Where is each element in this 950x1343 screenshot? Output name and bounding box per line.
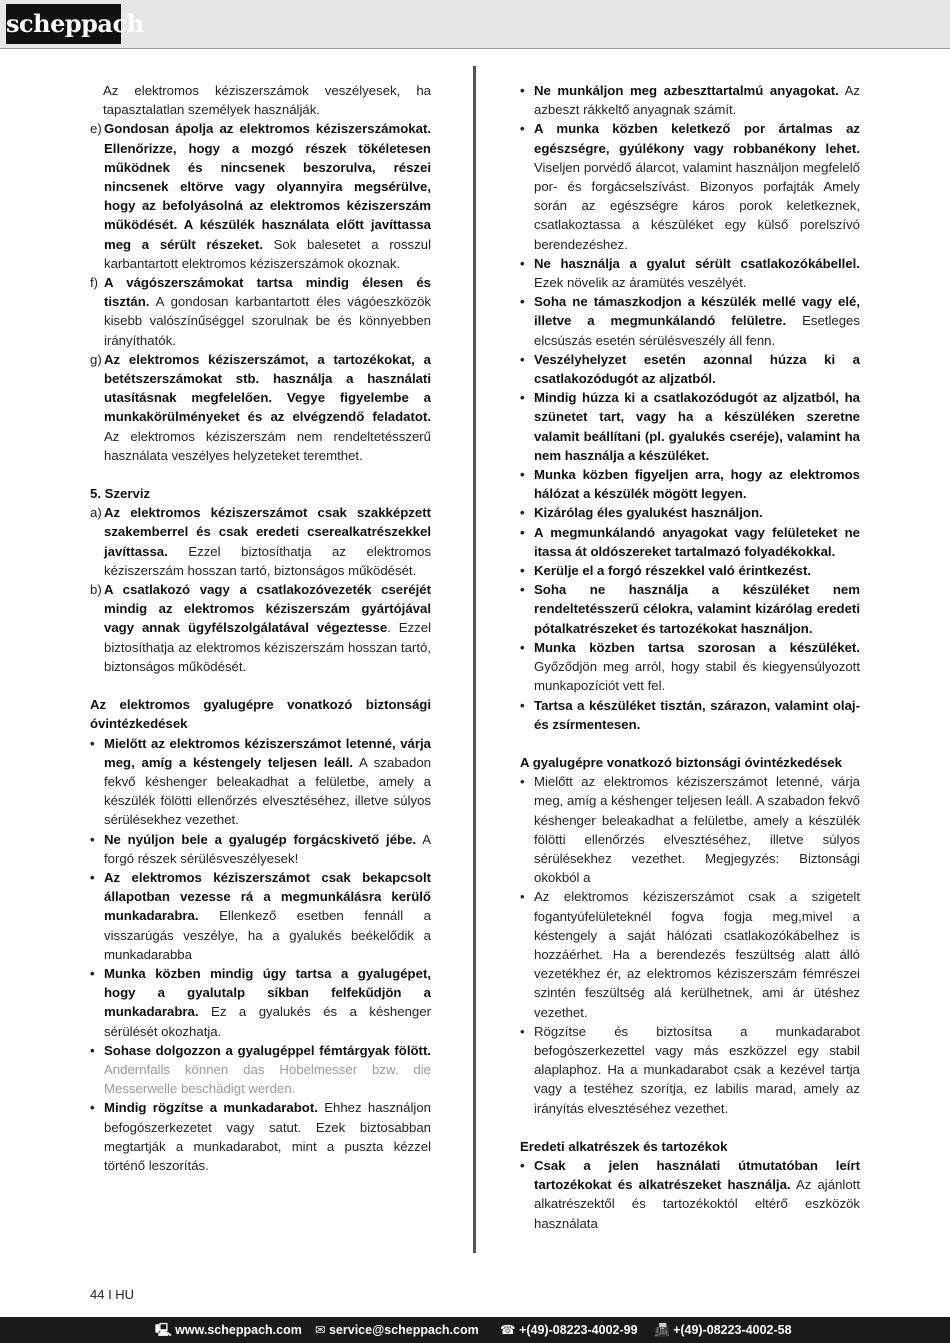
bullet-icon: • [90,1100,95,1116]
item-bold-text: Tartsa a készüléket tisztán, szárazon, valamint olaj- és zsírmentesen. [534,697,860,732]
item-bold-text: Ne munkáljon meg azbeszttartalmú anyagokat. [534,83,839,98]
list-item [90,830,431,868]
list-item [520,561,860,580]
bullet-icon: • [520,563,525,579]
bullet-icon: • [90,965,95,981]
item-label: a) [90,505,102,521]
list-item [90,1098,431,1175]
list-item [520,1156,860,1233]
web-text: www.scheppach.com [175,1323,302,1337]
item-bold-text: Soha ne használja a készüléket nem rendeltetésszerű célokra, valamint kizárólag eredeti pótalkatrészeket és tartozékokat használjon. [534,582,860,636]
intro-text: Az elektromos kéziszerszámok veszélyesek, ha tapasztalatlan személyek használják. [103,83,431,118]
item-e [90,119,431,273]
item-g [90,350,431,465]
item-b [90,580,431,676]
item-text: Az ajánlott alkatrészektől és tartozékoktól eltérő eszközök használata [534,1177,860,1231]
item-text: Sok balesetet a rosszul karbantartott elektromos kéziszerszámok okoznak. [104,236,431,271]
right-column [520,81,860,1233]
list-item [520,523,860,561]
item-bold-text: Sohase dolgozzon a gyalugéppel fémtárgyak fölött. [104,1042,431,1058]
list-item [520,1022,860,1118]
bullet-icon: • [520,889,525,905]
item-bold-text: Csak a jelen használati útmutatóban leírt tartozékokat és alkatrészeket használja. [534,1157,860,1193]
item-bold-text: Kizárólag éles gyalukést használjon. [534,505,763,521]
item-bold-text: Munka közben mindig úgy tartsa a gyalugépet, hogy a gyalutalp síkban felfekűdjön a munkadarabra. [104,965,431,1020]
monitor-icon: 🖳 [155,1323,172,1337]
phone-number [500,1317,638,1343]
item-label: g) [90,351,102,367]
bullet-icon: • [90,831,95,847]
list-item [90,734,431,830]
item-bold-text: Ne nyúljon bele a gyalugép forgácskivető jébe. [104,831,417,847]
item-text: . Ezzel biztosíthatja az elektromos kéziszerszám hosszan tartó, biztonságos működését. [104,620,431,674]
bullet-icon: • [520,351,525,367]
item-text: Az elektromos kéziszerszámot csak a szigetelt fogantyúfelületeknél fogva fogja meg,mivel a késtengely a saját hálózati csatlakozókábelhez is hozzáérhet. Ha a berendezés feszültség alatt álló vezetékhez ér, az elektromos kéziszerszám fémrészei szintén feszültség alá kerülhetnek, ami ár ütéshez vezethet. [534,889,860,1020]
list-item [520,696,860,734]
item-text: Az elektromos kéziszerszám nem rendeltetésszerű használata veszélyes helyzeteket teremthet. [104,428,431,463]
item-label: b) [90,582,102,598]
list-item [520,81,860,119]
item-bold-text: Az elektromos kéziszerszámot csak bekapcsolt állapotban vezesse rá a megmunkálásra kerülő munkadarabra. [104,869,431,924]
bullet-icon: • [520,774,525,790]
bullet-icon: • [520,83,525,98]
list-item [520,254,860,292]
planer-safety-heading: Az elektromos gyalugépre vonatkozó biztonsági óvintézkedések [90,697,431,732]
phone-icon: ☎ [500,1323,516,1337]
list-item [90,1041,431,1099]
page-footer [0,1317,950,1343]
bullet-icon: • [520,294,525,310]
item-bold-text: A munka közben keletkező por ártalmas az egészségre, gyúlékony vagy robbanékony lehet. [534,121,860,156]
page-number: 44 I HU [90,1287,135,1302]
item-bold-text: Az elektromos kéziszerszámot, a tartozékokat, a betétszerszámokat stb. használja a használati utasításnak megfelelően. Vegye figyelembe a munkakörülményeket és az elvégzendő feladatot. [104,351,431,425]
item-text: Ezek növelik az áramütés veszélyét. [534,275,747,291]
item-bold-text: Mielőtt az elektromos kéziszerszámot letenné, várja meg, amíg a késtengely teljesen leáll. [104,735,431,770]
email-link[interactable] [315,1317,479,1343]
item-gray-text: Andernfalls können das Hobelmesser bzw. die Messerwelle beschädigt werden. [104,1061,431,1097]
item-text: A szabadon fekvő késhenger beleakadhat a felületbe, amely a készülék fölötti ellenőrzés elvesztéséhez, illetve súlyos sérülésekhez vezethet. [104,754,431,828]
item-text: A forgó részek sérülésveszélyesek! [104,831,432,866]
list-item [520,465,860,503]
bullet-icon: • [520,255,525,271]
email-text: service@scheppach.com [328,1323,479,1337]
service-heading: 5. Szerviz [90,486,151,502]
item-text: Rögzítse és biztosítsa a munkadarabot befogószerkezettel vagy más eszközzel egy stabil alaplaphoz. Ha a munkadarabot csak a kezével tartja vagy a testéhez szorítja, ez labilis marad, amely az irányítás elvesztéséhez vezethet. [534,1023,860,1116]
list-item [520,580,860,638]
list-item [520,292,860,350]
fax-text: +(49)-08223-4002-58 [673,1323,792,1337]
bullet-icon: • [90,735,95,751]
parts-heading: Eredeti alkatrészek és tartozékok [520,1138,728,1154]
item-text: Viseljen porvédő álarcot, valamint használjon megfelelő por- és forgácselszívást. Bizonyos porfajták Amely során az egészségre káros porok keletkeznek, csatlakoztassa a készüléket egy külső porelszívó berendezéshez. [534,159,860,252]
item-text: A gondosan karbantartott éles vágóeszközök kisebb valószínűséggel szorulnak be és könnyebben irányíthatók. [104,294,431,348]
fax-icon: 📠 [654,1323,670,1337]
fax-number [654,1317,792,1343]
bullet-icon: • [520,505,525,521]
bullet-icon: • [90,869,95,885]
list-item [520,503,860,522]
item-text: Győződjön meg arról, hogy stabil és kiegyensúlyozott munkapozíciót vett fel. [534,659,860,694]
item-text: Ez a gyalukés és a késhenger sérülését okozhatja. [104,1004,431,1039]
item-text: Mielőtt az elektromos kéziszerszámot letenné, várja meg, amíg a késhenger teljesen leáll. A szabadon fekvő késhenger beleakadhat a felületbe, amely a készülék fölötti ellenőrzés elvesztéséhez, illetve súlyos sérülésekhez vezethet. Megjegyzés: Biztonsági okokból a [534,774,860,886]
item-text: Az azbeszt rákkeltő anyagnak számít. [534,83,860,118]
item-bold-text: Mindig húzza ki a csatlakozódugót az aljzatból, ha szünetet tart, vagy ha a készüléken szeretne valamit beállítani (pl. gyalukés cseréje), valamint ha nem használja a készüléket. [534,390,860,463]
item-label: e) [90,121,102,137]
item-text: Ellenkező esetben fennáll a visszarúgás veszélye, ha a gyalukés beékelődik a munkadarabba [104,908,431,962]
item-text: Ezzel biztosíthatja az elektromos kéziszerszám hosszan tartó, biztonságos működését. [104,543,431,578]
bullet-icon: • [520,582,525,598]
item-bold-text: Munka közben figyeljen arra, hogy az elektromos hálózat a készülék mögött legyen. [534,467,860,502]
list-item [520,119,860,253]
phone-text: +(49)-08223-4002-99 [519,1323,638,1337]
item-bold-text: Mindig rögzítse a munkadarabot. [104,1100,318,1116]
list-item [90,868,431,964]
bullet-icon: • [520,467,525,483]
mail-icon: ✉ [315,1323,326,1337]
bullet-icon: • [520,639,525,655]
list-item [520,388,860,465]
item-text: Ehhez használjon befogószerkezetet vagy satut. Ezek biztosabban megtartják a munkadarabot, mint a puszta kézzel történő leszorítás. [104,1100,431,1173]
list-item [520,772,860,887]
item-bold-text: A megmunkálandó anyagokat vagy felületeket ne itassa át oldószereket tartalmazó folyadékokkal. [534,524,860,559]
left-column [90,81,431,1175]
item-bold-text: Az elektromos kéziszerszámot csak szakképzett szakemberrel és csak eredeti cserealkatrészekkel javíttassa. [104,505,431,559]
list-item [90,964,431,1041]
web-link[interactable] [155,1317,302,1343]
list-item [520,638,860,696]
item-text: Esetleges elcsúszás esetén sérülésveszély áll fenn. [534,313,860,348]
item-bold-text: Soha ne támaszkodjon a készülék mellé vagy elé, illetve a megmunkálandó felületre. [534,294,860,329]
list-item [520,350,860,388]
bullet-icon: • [520,524,525,540]
item-bold-text: A csatlakozó vagy a csatlakozóvezeték cseréjét mindig az elektromos kéziszerszám gyártójával vagy annak ügyfélszolgálatával végeztesse [104,582,431,636]
item-label: f) [90,275,99,291]
planer-safety-heading-2: A gyalugépre vonatkozó biztonsági óvintézkedések [520,754,842,770]
bullet-icon: • [90,1042,95,1058]
bullet-icon: • [520,1157,525,1173]
item-bold-text: A vágószerszámokat tartsa mindig élesen és tisztán. [104,275,431,310]
list-item [520,887,860,1021]
item-bold-text: Munka közben tartsa szorosan a készüléket. [534,639,860,655]
bullet-icon: • [520,1023,525,1039]
column-divider [473,66,476,1253]
item-bold-text: Ne használja a gyalut sérült csatlakozókábellel. [534,255,860,271]
header-rule [0,48,950,49]
bullet-icon: • [520,390,525,406]
item-bold-text: Veszélyhelyzet esetén azonnal húzza ki a csatlakozódugót az aljzatból. [534,351,860,387]
item-f [90,273,431,350]
item-bold-text: Kerülje el a forgó részekkel való érintkezést. [534,563,812,579]
scheppach-logo: scheppach [6,4,121,44]
page-header [0,0,950,48]
bullet-icon: • [520,121,525,137]
bullet-icon: • [520,697,525,713]
item-bold-text: Gondosan ápolja az elektromos kéziszerszámokat. Ellenőrizze, hogy a mozgó részek tökéletesen működnek és nincsenek beszorulva, részei nincsenek eltörve vagy olyannyira megsérülve, hogy az befolyásolná az elektromos kéziszerszám működését. A készülék használata előtt javíttassa meg a sérült részeket. [104,121,431,252]
item-a [90,503,431,580]
